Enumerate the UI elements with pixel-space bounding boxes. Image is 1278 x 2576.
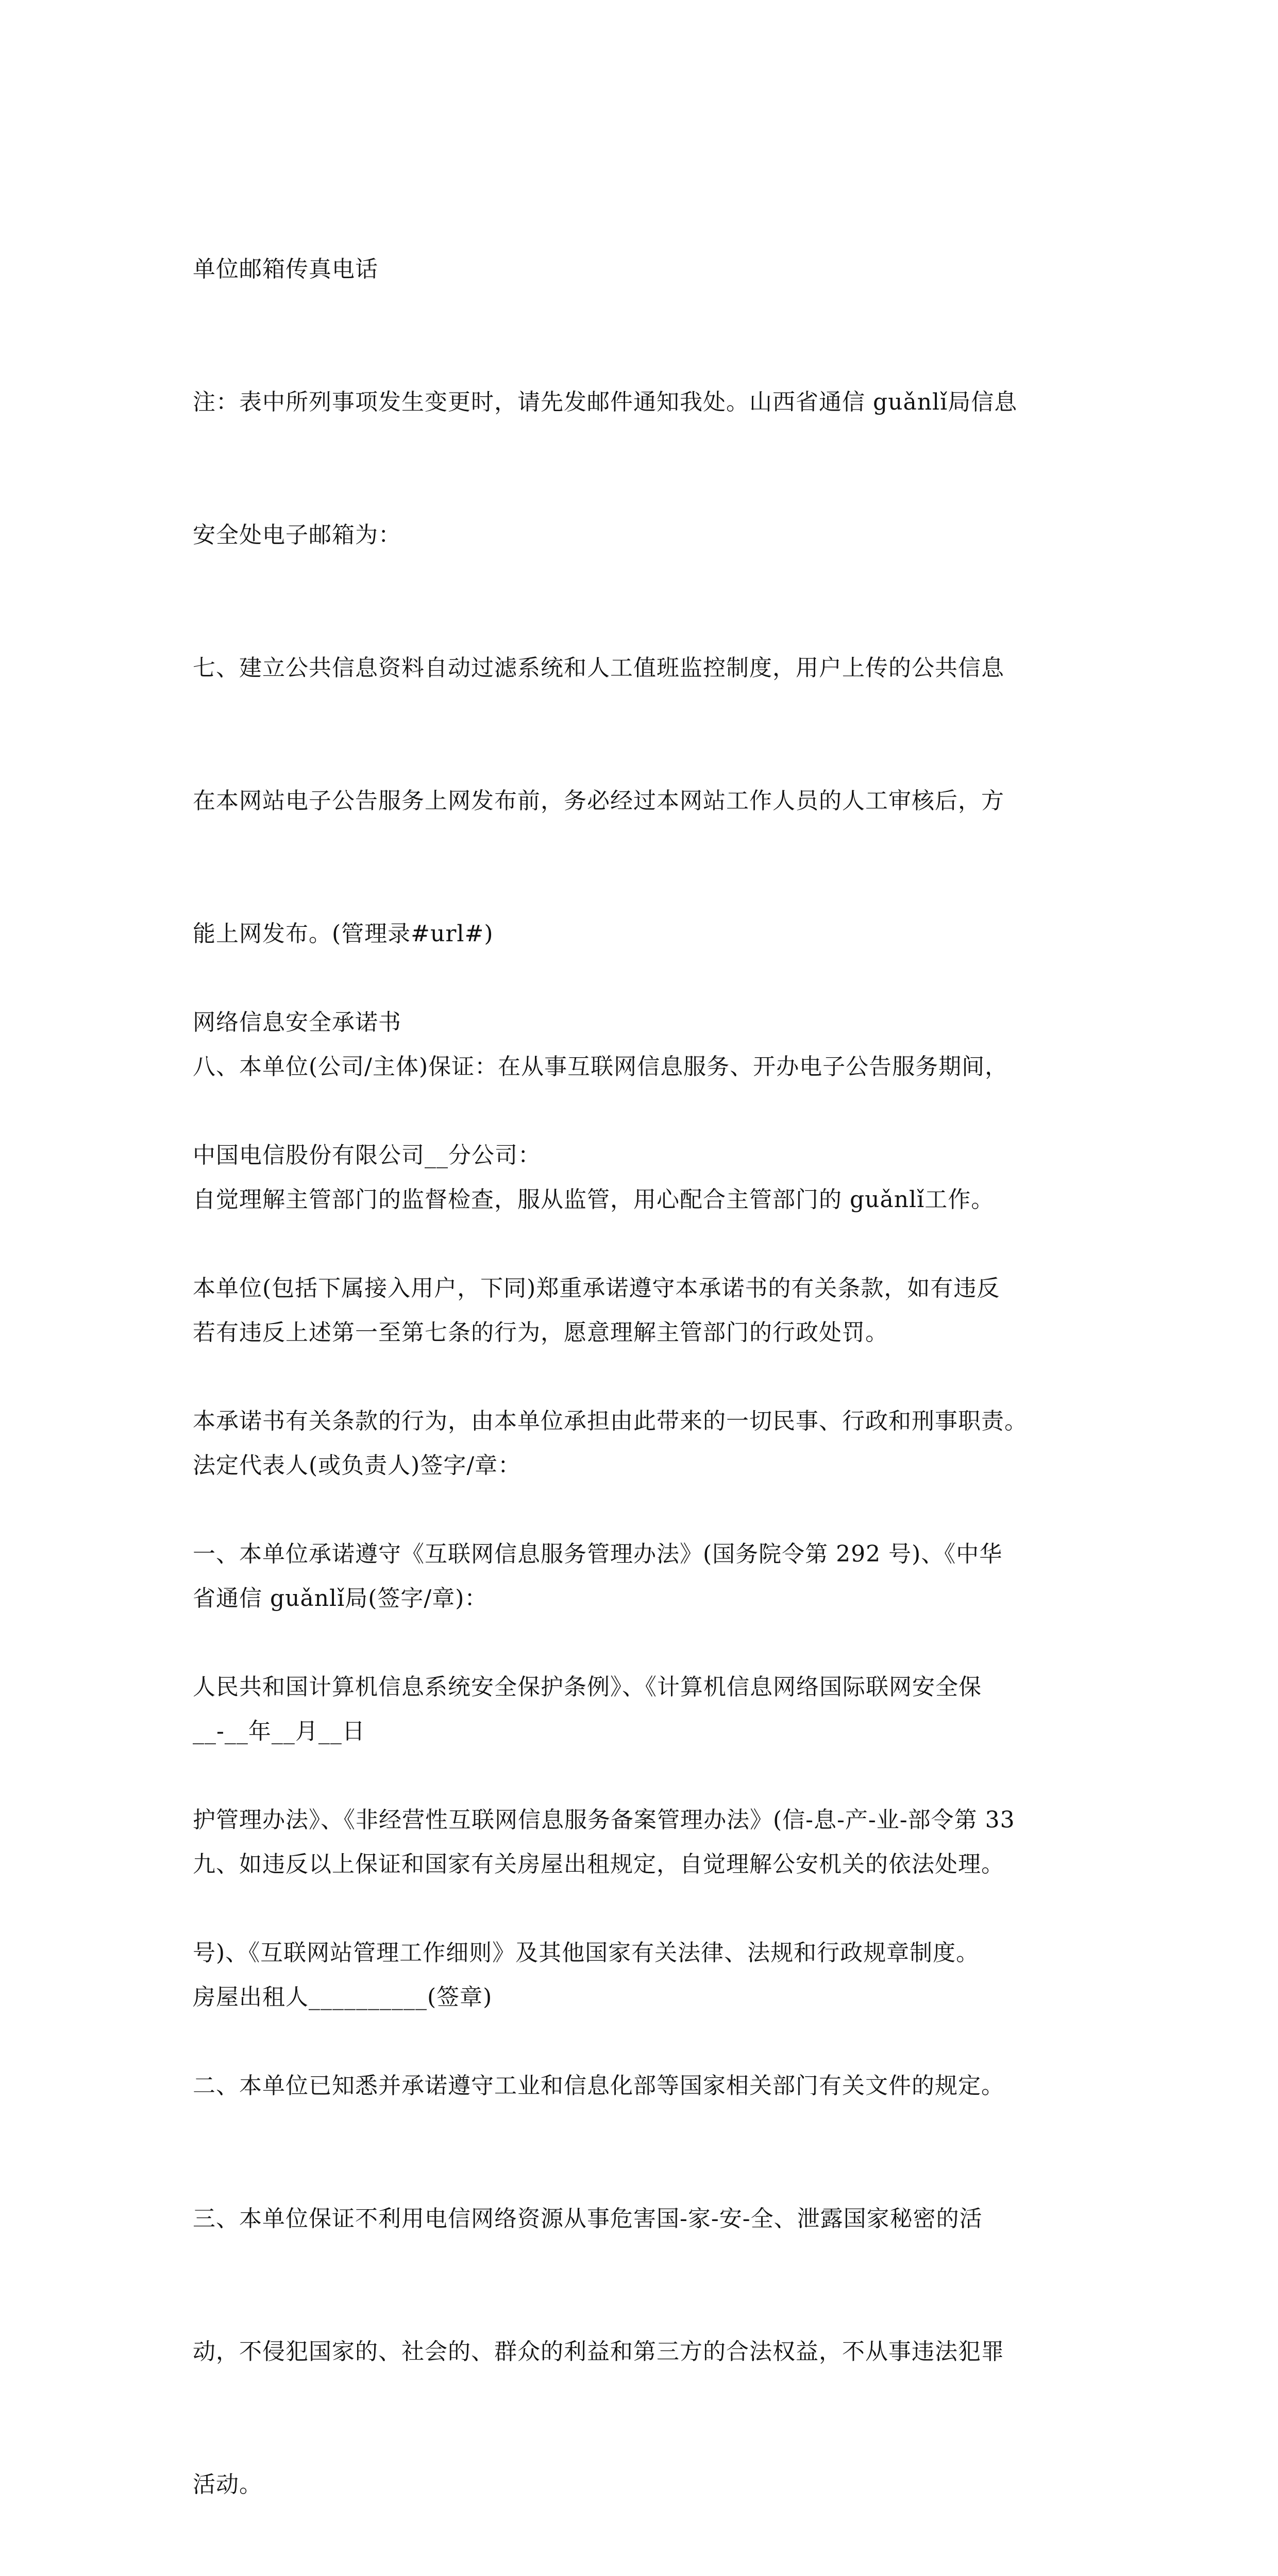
text-line: 安全处电子邮箱为：	[193, 522, 401, 548]
text-line: 本单位(包括下属接入用户，下同)郑重承诺遵守本承诺书的有关条款，如有违反	[193, 1275, 1000, 1301]
text-line: 九、如违反以上保证和国家有关房屋出租规定，自觉理解公安机关的依法处理。	[193, 1851, 1004, 1877]
section-title: 网络信息安全承诺书	[193, 1009, 401, 1036]
text-line: 护管理办法》、《非经营性互联网信息服务备案管理办法》(信-息-产-业-部令第 33	[193, 1807, 1015, 1833]
text-line: 能上网发布。(管理录#url#)	[193, 921, 494, 947]
text-line: 三、本单位保证不利用电信网络资源从事危害国-家-安-全、泄露国家秘密的活	[193, 2206, 983, 2232]
text-line: 在本网站电子公告服务上网发布前，务必经过本网站工作人员的人工审核后，方	[193, 788, 1004, 814]
text-line: 自觉理解主管部门的监督检查，服从监管，用心配合主管部门的 guǎnlǐ工作。	[193, 1187, 995, 1213]
text-line: 一、本单位承诺遵守《互联网信息服务管理办法》(国务院令第 292 号)、《中华	[193, 1541, 1003, 1567]
text-line: 号)、《互联网站管理工作细则》及其他国家有关法律、法规和行政规章制度。	[193, 1940, 980, 1966]
text-line: 活动。	[193, 2471, 262, 2498]
text-line: 单位邮箱传真电话	[193, 256, 378, 282]
text-line: __-__年__月__日	[193, 1718, 365, 1744]
text-line: 法定代表人(或负责人)签字/章：	[193, 1452, 522, 1479]
text-line: 八、本单位(公司/主体)保证：在从事互联网信息服务、开办电子公告服务期间，	[193, 1054, 1008, 1080]
text-line: 二、本单位已知悉并承诺遵守工业和信息化部等国家相关部门有关文件的规定。	[193, 2073, 1004, 2099]
text-line: 七、建立公共信息资料自动过滤系统和人工值班监控制度，用户上传的公共信息	[193, 655, 1004, 681]
text-line: 中国电信股份有限公司__分公司：	[193, 1142, 541, 1168]
text-line: 房屋出租人__________(签章)	[193, 1984, 493, 2010]
text-line: 若有违反上述第一至第七条的行为，愿意理解主管部门的行政处罚。	[193, 1319, 888, 1346]
text-line: 注：表中所列事项发生变更时，请先发邮件通知我处。山西省通信 guǎnlǐ局信息	[193, 389, 1018, 415]
text-line: 动，不侵犯国家的、社会的、群众的利益和第三方的合法权益，不从事违法犯罪	[193, 2338, 1004, 2365]
text-line: 人民共和国计算机信息系统安全保护条例》、《计算机信息网络国际联网安全保	[193, 1674, 982, 1700]
text-line: 省通信 guǎnlǐ局(签字/章)：	[193, 1585, 488, 1612]
text-line: 本承诺书有关条款的行为，由本单位承担由此带来的一切民事、行政和刑事职责。	[193, 1408, 1028, 1434]
section-2-text	[193, 912, 1105, 2576]
